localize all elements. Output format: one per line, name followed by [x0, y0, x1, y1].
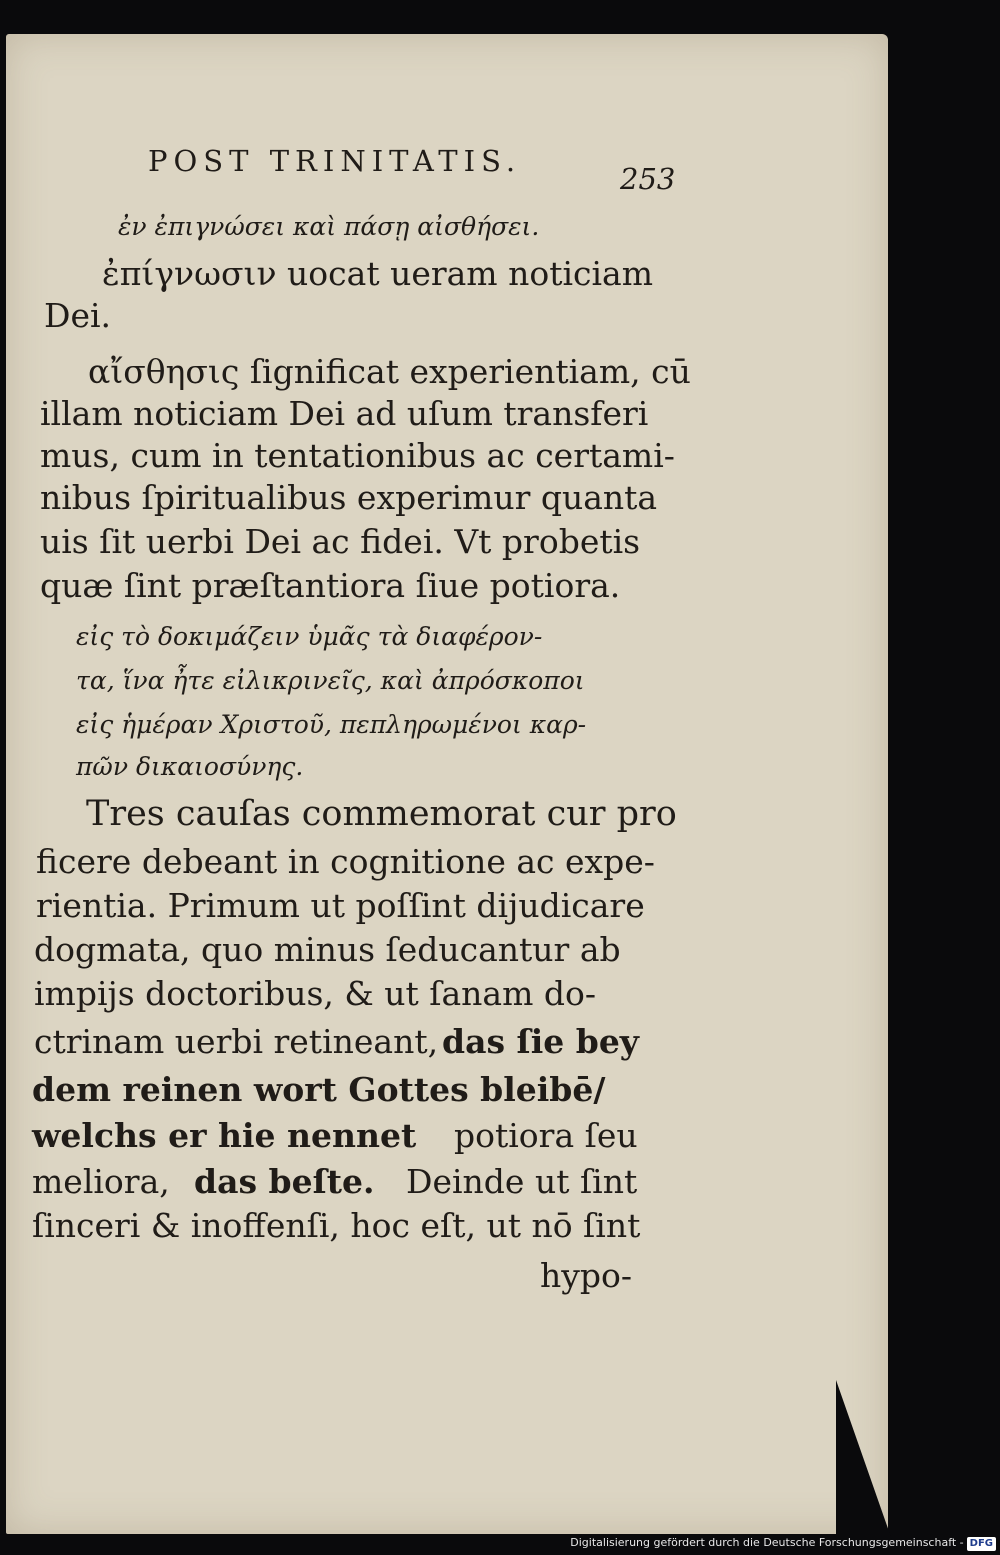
fraktur-text: dem reinen wort Gottes bleibē/ [32, 1070, 606, 1109]
text-line: Dei. [44, 296, 112, 335]
footer-credit [570, 1533, 996, 1553]
torn-corner [836, 1380, 892, 1540]
folio-number: 253 [620, 162, 676, 196]
running-header: POST TRINITATIS. [148, 144, 522, 178]
fraktur-text: das ſie bey [442, 1022, 639, 1061]
text-line: nibus ſpiritualibus experimur quanta [40, 478, 658, 517]
book-page [6, 34, 888, 1534]
text-line: εἰς τὸ δοκιμάζειν ὑμᾶς τὰ διαφέρον- [76, 622, 543, 651]
text-line: πῶν δικαιοσύνης. [76, 752, 304, 781]
text-line: quæ ſint præſtantiora ſiue potiora. [40, 566, 621, 605]
text-line: mus, cum in tentationibus ac certami- [40, 436, 675, 475]
text-line: ctrinam uerbi retineant, [34, 1022, 439, 1061]
catchword: hypo- [540, 1256, 633, 1295]
text-line: potiora ſeu [454, 1116, 638, 1155]
text-line: ſinceri & inoffenſi, hoc eſt, ut nō ſint [32, 1206, 641, 1245]
text-line: ἐπίγνωσιν uocat ueram noticiam [102, 254, 654, 293]
text-line: Deinde ut ſint [406, 1162, 638, 1201]
text-line: illam noticiam Dei ad uſum transferi [40, 394, 649, 433]
text-line: uis ſit uerbi Dei ac fidei. Vt probetis [40, 522, 641, 561]
text-line: ficere debeant in cognitione ac expe- [36, 842, 655, 881]
text-line: rientia. Primum ut poſſint dijudicare [36, 886, 645, 925]
dfg-logo-icon: DFG [967, 1537, 996, 1551]
text-line: impijs doctoribus, & ut ſanam do- [34, 974, 597, 1013]
fraktur-text: das beſte. [194, 1162, 375, 1201]
text-line: meliora, [32, 1162, 170, 1201]
text-line: αἴσθησις ſignificat experientiam, cū [88, 352, 691, 391]
text-line: Tres cauſas commemorat cur pro [86, 794, 677, 834]
text-line: τα, ἵνα ἦτε εἰλικρινεῖς, καὶ ἀπρόσκοποι [76, 666, 585, 695]
footer-text: Digitalisierung gefördert durch die Deutsche Forschungsgemeinschaft - [570, 1536, 964, 1549]
fraktur-text: welchs er hie nennet [32, 1116, 417, 1155]
page-text [6, 34, 888, 1534]
text-line: dogmata, quo minus ſeducantur ab [34, 930, 621, 969]
text-line: εἰς ἡμέραν Χριστοῦ, πεπληρωμένοι καρ- [76, 710, 587, 739]
text-line: ἐν ἐπιγνώσει καὶ πάσῃ αἰσθήσει. [118, 212, 540, 241]
